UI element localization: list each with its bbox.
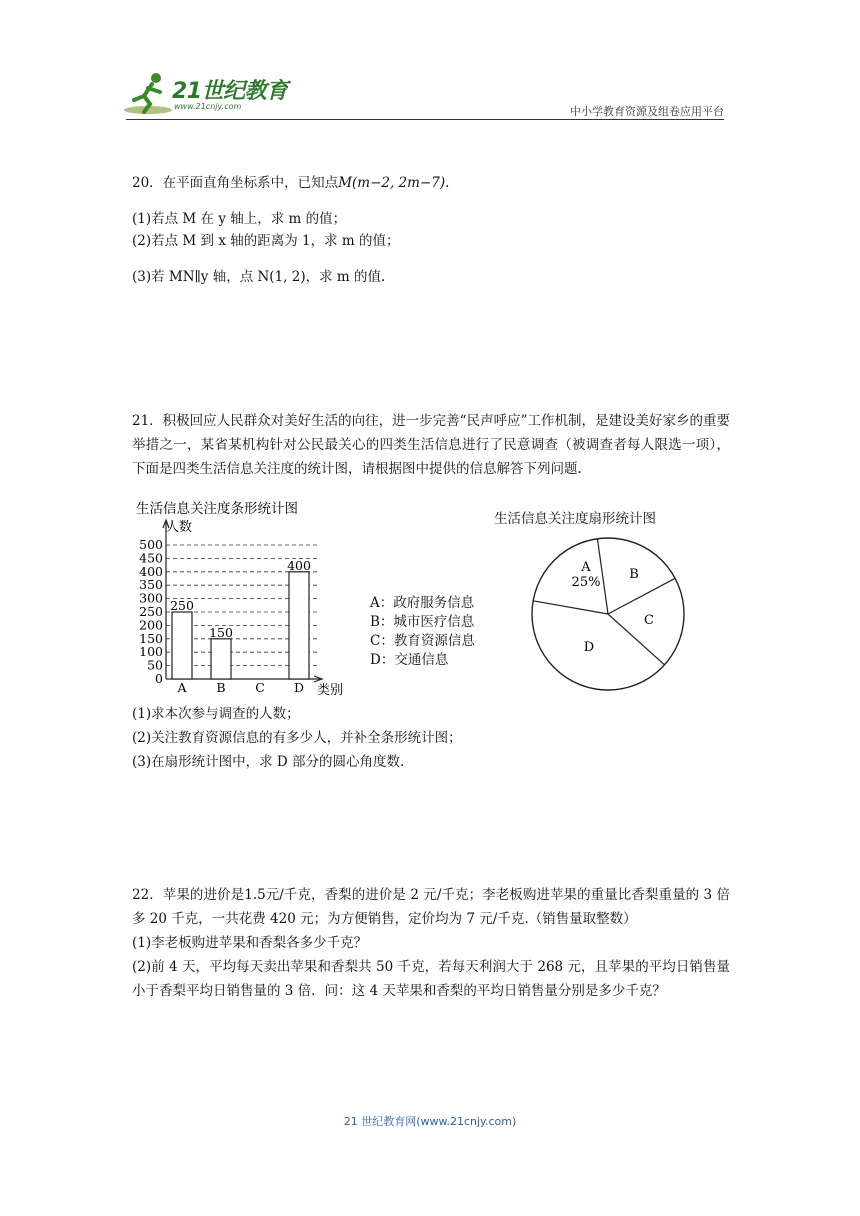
q21-part3: (3)在扇形统计图中，求 D 部分的圆心角度数. [132, 754, 405, 770]
q20-part1: (1)若点 M 在 y 轴上，求 m 的值； [132, 211, 347, 227]
x-tick-label: C [255, 680, 265, 695]
x-tick-label: D [293, 680, 305, 695]
q20-stem: 20．在平面直角坐标系中，已知点M(m−2, 2m−7). [132, 175, 450, 191]
legend-item-b: B：城市医疗信息 [370, 614, 475, 630]
y-tick-label: 450 [139, 550, 163, 566]
logo-text: 21世纪教育 [172, 79, 288, 104]
bar-chart-title: 生活信息关注度条形统计图 [136, 501, 298, 517]
page-footer: 21 世纪教育网(www.21cnjy.com) [343, 1115, 517, 1128]
pie-chart-title: 生活信息关注度扇形统计图 [494, 511, 656, 527]
pie-chart [528, 534, 688, 694]
y-tick-label: 100 [139, 644, 163, 660]
q21-part2: (2)关注教育资源信息的有多少人，并补全条形统计图； [132, 730, 462, 746]
legend-item-a: A：政府服务信息 [370, 595, 475, 611]
bar-value-label: 400 [287, 557, 311, 573]
y-tick-label: 200 [139, 617, 163, 633]
logo-url: www.21cnjy.com [174, 102, 242, 111]
bar-d [289, 572, 309, 679]
platform-name: 中小学教育资源及组卷应用平台 [570, 105, 724, 118]
legend-item-c: C：教育资源信息 [370, 633, 475, 649]
q21-stem: 21．积极回应人民群众对美好生活的向往，进一步完善“民声呼应”工作机制，是建设美好家乡的重要举措之一，某省某机构针对公民最关心的四类生活信息进行了民意调查（被调查者每人限选一项），下面是四类生活信息关注度的统计图，请根据图中提供的信息解答下列问题. [132, 413, 730, 477]
q20-part3: (3)若 MN∥y 轴，点 N(1, 2)，求 m 的值. [132, 269, 386, 285]
y-tick-label: 500 [139, 537, 163, 552]
pie-slice-label-a: A [581, 560, 591, 575]
x-tick-label: B [216, 680, 226, 695]
pie-divider [533, 601, 608, 614]
y-tick-label: 400 [139, 563, 163, 579]
q20-point: M(m−2, 2m−7) [338, 175, 446, 191]
y-tick-label: 300 [139, 590, 163, 606]
pie-slice-label-c: C [644, 613, 654, 628]
bar-chart [126, 500, 366, 700]
x-axis-label: 类别 [317, 683, 344, 698]
q22-part1: (1)李老板购进苹果和香梨各多少千克？ [132, 935, 368, 951]
y-tick-label: 50 [147, 657, 163, 673]
pie-slice-label-d: D [583, 640, 595, 655]
q20-part2: (2)若点 M 到 x 轴的距离为 1，求 m 的值； [132, 233, 400, 249]
runner-logo-icon [122, 70, 174, 118]
y-tick-label: 250 [139, 604, 163, 619]
header-divider [126, 119, 724, 120]
pie-divider [608, 578, 675, 614]
q22-part2: (2)前 4 天，平均每天卖出苹果和香梨共 50 千克，若每天利润大于 268 元，且苹果的平均日销售量小于香梨平均日销售量的 3 倍．问：这 4 天苹果和香梨的平均日销售量分别是多少千克？ [132, 959, 730, 999]
pie-divider [608, 614, 664, 665]
x-tick-label: A [177, 680, 187, 695]
q21-part1: (1)求本次参与调查的人数； [132, 706, 300, 722]
site-logo [122, 70, 302, 122]
legend-item-d: D：交通信息 [370, 652, 449, 668]
chart-legend [370, 594, 475, 670]
y-tick-label: 0 [155, 671, 163, 686]
pie-slice-label-b: B [629, 567, 639, 582]
y-axis-label: 人数 [166, 520, 193, 535]
bar-a [172, 612, 192, 679]
y-tick-label: 350 [139, 577, 163, 593]
bar-value-label: 150 [209, 624, 233, 640]
bar-b [211, 639, 231, 679]
q22-stem: 22．苹果的进价是1.5元/千克，香梨的进价是 2 元/千克；李老板购进苹果的重量比香梨重量的 3 倍多 20 千克，一共花费 420 元；为方便销售，定价均为 7 元/千克.（销售量取整数） [132, 887, 730, 927]
pie-slice-percent-a: 25% [571, 575, 601, 590]
bar-value-label: 250 [170, 598, 194, 613]
y-tick-label: 150 [139, 630, 163, 646]
